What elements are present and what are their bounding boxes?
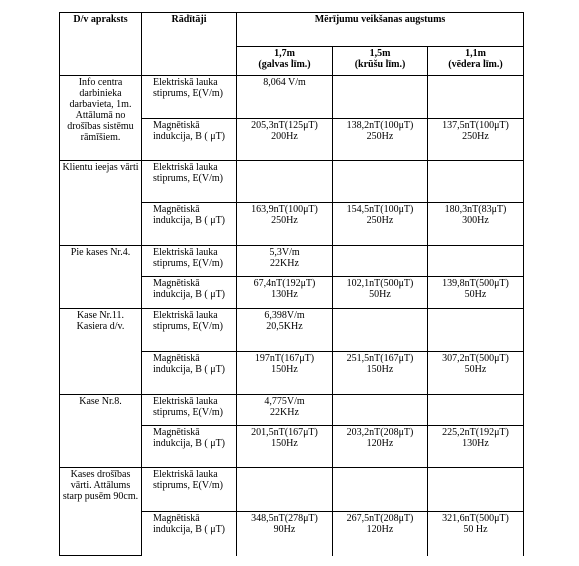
measurement-cell: [237, 395, 333, 426]
measurement-cell: [237, 309, 333, 352]
measurement-value: 250Hz: [366, 131, 394, 142]
measurement-value: 22KHz: [270, 407, 299, 418]
measurement-cell: [428, 468, 524, 512]
measurement-value: 205,3nT(125μT): [251, 120, 318, 131]
measurement-cell: [333, 468, 428, 512]
measurement-value: 5,3V/m: [269, 247, 300, 258]
measurement-value: 138,2nT(100μT): [346, 120, 414, 131]
measurement-table: [59, 12, 524, 556]
header-indicators: Rādītāji: [142, 13, 237, 76]
measurement-value: 50 Hz: [463, 524, 488, 535]
indicator-line: indukcija, B ( μT): [153, 438, 226, 449]
measurement-value: 150Hz: [271, 364, 298, 375]
header-height-group: Mērījumu veikšanas augstums: [237, 13, 524, 47]
indicator-line: stiprums, E(V/m): [153, 258, 223, 269]
measurement-value: 150Hz: [366, 364, 394, 375]
description-line: Info centra darbinieka darbavieta, 1m. Attālumā no drošības sistēmu rāmīšiem.: [67, 77, 134, 143]
header-height-3: [428, 47, 524, 76]
location-description: [60, 246, 142, 309]
indicator-line: Elektriskā lauka: [153, 396, 218, 407]
measurement-cell: [333, 352, 428, 395]
indicator-line: Magnētiskā: [153, 278, 200, 289]
indicator-cell: [142, 277, 237, 309]
description-line: Kasiera d/v.: [76, 321, 125, 332]
measurement-value: 180,3nT(83μT): [444, 204, 507, 215]
measurement-value: 250Hz: [462, 131, 489, 142]
height-level: (vēdera līm.): [448, 59, 503, 70]
measurement-cell: [333, 277, 428, 309]
measurement-cell: [333, 426, 428, 468]
measurement-value: 251,5nT(167μT): [346, 353, 414, 364]
measurement-cell: [237, 468, 333, 512]
description-line: Klientu ieejas vārti: [62, 162, 139, 173]
indicator-line: stiprums, E(V/m): [153, 321, 223, 332]
measurement-cell: [428, 203, 524, 246]
measurement-cell: [428, 395, 524, 426]
description-line: Kases drošības vārti. Attālums starp pusēm 90cm.: [62, 469, 139, 502]
indicator-line: Magnētiskā: [153, 120, 200, 131]
measurement-value: 348,5nT(278μT): [251, 513, 318, 524]
measurement-value: 267,5nT(208μT): [346, 513, 414, 524]
measurement-value: 200Hz: [271, 131, 298, 142]
indicator-line: Elektriskā lauka: [153, 469, 218, 480]
measurement-cell: [237, 76, 333, 119]
measurement-value: 250Hz: [271, 215, 298, 226]
indicator-line: Elektriskā lauka: [153, 247, 218, 258]
measurement-cell: [428, 119, 524, 161]
measurement-cell: [237, 161, 333, 203]
indicator-line: indukcija, B ( μT): [153, 131, 226, 142]
measurement-cell: [333, 395, 428, 426]
measurement-cell: [428, 309, 524, 352]
indicator-cell: [142, 246, 237, 277]
measurement-value: 150Hz: [271, 438, 298, 449]
measurement-cell: [333, 119, 428, 161]
measurement-cell: [237, 246, 333, 277]
description-line: Pie kases Nr.4.: [70, 247, 131, 258]
measurement-cell: [237, 203, 333, 246]
measurement-value: 137,5nT(100μT): [442, 120, 509, 131]
measurement-value: 50Hz: [369, 289, 391, 300]
indicator-cell: [142, 352, 237, 395]
measurement-value: 4,775V/m: [264, 396, 305, 407]
table-row: [60, 395, 524, 426]
measurement-value: 67,4nT(192μT): [253, 278, 316, 289]
measurement-cell: [333, 203, 428, 246]
indicator-line: indukcija, B ( μT): [153, 215, 226, 226]
header-height-1: [237, 47, 333, 76]
measurement-value: 130Hz: [462, 438, 489, 449]
indicator-line: Magnētiskā: [153, 204, 200, 215]
measurement-cell: [428, 76, 524, 119]
measurement-cell: [237, 426, 333, 468]
table-row: [60, 309, 524, 352]
height-value: 1,5m: [369, 48, 391, 59]
indicator-line: stiprums, E(V/m): [153, 480, 223, 491]
indicator-cell: [142, 395, 237, 426]
location-description: [60, 468, 142, 556]
measurement-cell: [333, 161, 428, 203]
indicator-line: Elektriskā lauka: [153, 77, 218, 88]
indicator-line: Magnētiskā: [153, 353, 200, 364]
measurement-value: 90Hz: [273, 524, 296, 535]
measurement-value: 307,2nT(500μT): [442, 353, 509, 364]
measurement-document: [59, 12, 524, 556]
measurement-cell: [237, 119, 333, 161]
measurement-cell: [333, 76, 428, 119]
measurement-value: 20,5KHz: [266, 321, 303, 332]
location-description: [60, 395, 142, 468]
indicator-cell: [142, 76, 237, 119]
table-row: [60, 246, 524, 277]
height-value: 1,7m: [274, 48, 295, 59]
measurement-cell: [428, 246, 524, 277]
table-body: [60, 76, 524, 556]
indicator-cell: [142, 512, 237, 556]
measurement-cell: [428, 512, 524, 556]
measurement-cell: [333, 246, 428, 277]
measurement-cell: [428, 426, 524, 468]
description-line: Kase Nr.8.: [79, 396, 122, 407]
height-level: (krūšu līm.): [354, 59, 406, 70]
location-description: [60, 309, 142, 395]
location-description: [60, 76, 142, 161]
indicator-cell: [142, 468, 237, 512]
measurement-value: 163,9nT(100μT): [251, 204, 318, 215]
measurement-value: 250Hz: [366, 215, 394, 226]
header-height-2: [333, 47, 428, 76]
measurement-cell: [333, 512, 428, 556]
indicator-cell: [142, 426, 237, 468]
measurement-value: 154,5nT(100μT): [346, 204, 414, 215]
measurement-cell: [428, 277, 524, 309]
measurement-value: 197nT(167μT): [254, 353, 315, 364]
indicator-line: indukcija, B ( μT): [153, 524, 226, 535]
measurement-cell: [428, 352, 524, 395]
indicator-line: stiprums, E(V/m): [153, 407, 223, 418]
measurement-value: 50Hz: [464, 364, 487, 375]
measurement-value: 321,6nT(500μT): [442, 513, 509, 524]
measurement-value: 22KHz: [270, 258, 299, 269]
indicator-line: Magnētiskā: [153, 513, 200, 524]
location-description: [60, 161, 142, 246]
table-row: [60, 161, 524, 203]
measurement-cell: [237, 352, 333, 395]
indicator-cell: [142, 309, 237, 352]
indicator-line: indukcija, B ( μT): [153, 364, 226, 375]
measurement-value: 120Hz: [366, 524, 394, 535]
indicator-cell: [142, 119, 237, 161]
measurement-cell: [333, 309, 428, 352]
measurement-cell: [237, 512, 333, 556]
indicator-line: indukcija, B ( μT): [153, 289, 226, 300]
measurement-value: 120Hz: [366, 438, 394, 449]
indicator-line: stiprums, E(V/m): [153, 173, 223, 184]
measurement-value: 8,064 V/m: [263, 77, 306, 88]
indicator-line: Elektriskā lauka: [153, 310, 218, 321]
indicator-line: Elektriskā lauka: [153, 162, 218, 173]
table-row: [60, 76, 524, 119]
indicator-line: stiprums, E(V/m): [153, 88, 223, 99]
indicator-cell: [142, 161, 237, 203]
measurement-cell: [428, 161, 524, 203]
measurement-cell: [237, 277, 333, 309]
description-line: Kase Nr.11.: [76, 310, 125, 321]
indicator-cell: [142, 203, 237, 246]
measurement-value: 139,8nT(500μT): [442, 278, 509, 289]
height-level: (galvas līm.): [258, 59, 311, 70]
header-description: D/v apraksts: [60, 13, 142, 76]
measurement-value: 130Hz: [271, 289, 298, 300]
table-row: [60, 468, 524, 512]
height-value: 1,1m: [465, 48, 486, 59]
measurement-value: 300Hz: [462, 215, 489, 226]
measurement-value: 50Hz: [464, 289, 487, 300]
measurement-value: 102,1nT(500μT): [346, 278, 414, 289]
measurement-value: 203,2nT(208μT): [346, 427, 414, 438]
measurement-value: 225,2nT(192μT): [442, 427, 509, 438]
measurement-value: 6,398V/m: [264, 310, 305, 321]
measurement-value: 201,5nT(167μT): [251, 427, 318, 438]
indicator-line: Magnētiskā: [153, 427, 200, 438]
